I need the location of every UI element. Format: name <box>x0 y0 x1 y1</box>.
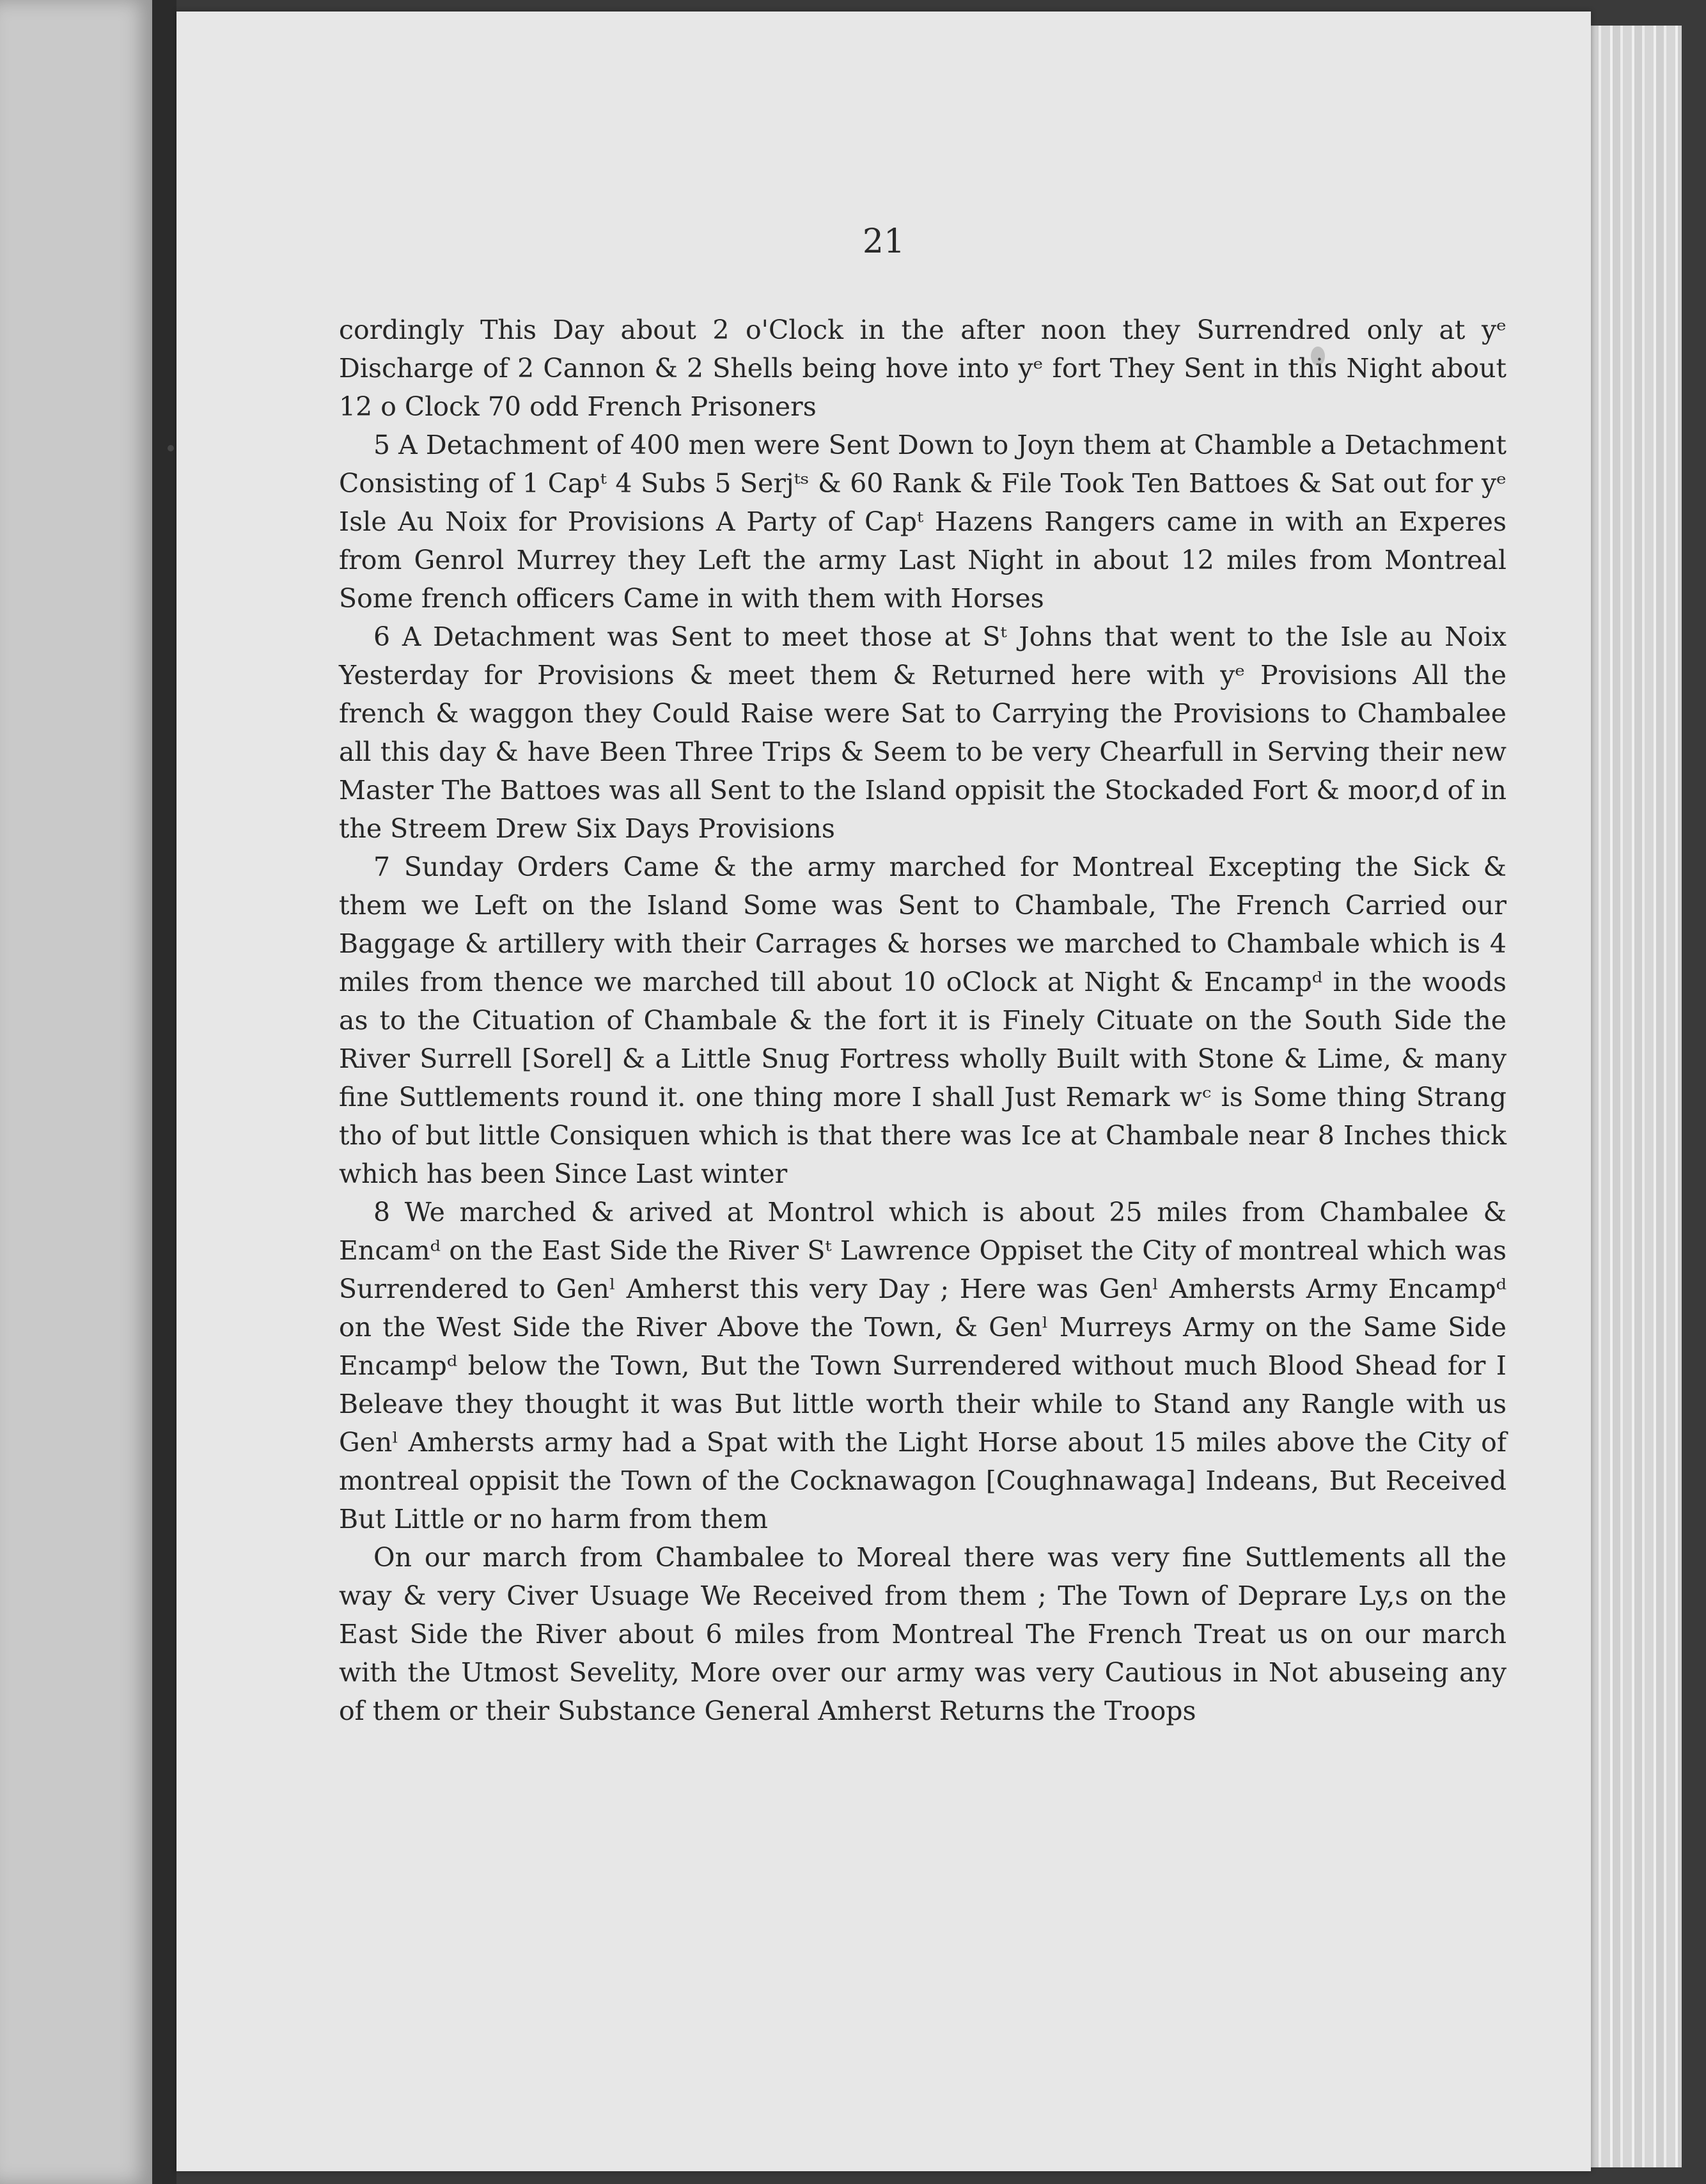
page-text <box>339 311 1506 1730</box>
paragraph-5: 8 We marched & arived at Montrol which is about 25 miles from Chambalee & Encamᵈ on the East Side the River Sᵗ Lawrence Oppiset the City of montreal which was Surrendered to Genˡ Amherst this very Day ; Here was Genˡ Amhersts Army Encampᵈ on the West Side the River Above the Town, & Genˡ Murreys Army on the Same Side Encampᵈ below the Town, But the Town Surrendered without much Blood Shead for I Beleave they thought it was But little worth their while to Stand any Rangle with us Genˡ Amhersts army had a Spat with the Light Horse about 15 miles above the City of montreal oppisit the Town of the Cocknawagon [Coughnawaga] Indeans, But Received But Little or no harm from them <box>339 1197 1506 1534</box>
facing-page-edge <box>0 0 152 2184</box>
page-stack-edges <box>1579 26 1682 2167</box>
paragraph-3: 6 A Detachment was Sent to meet those at Sᵗ Johns that went to the Isle au Noix Yesterday for Provisions & meet them & Returned here with yᵉ Provisions All the french & waggon they Could Raise were Sat to Carrying the Provisions to Chambalee all this day & have Been Three Trips & Seem to be very Chearfull in Serving their new Master The Battoes was all Sent to the Island oppisit the Stockaded Fort & moor,d of in the Streem Drew Six Days Provisions <box>339 621 1506 844</box>
paper-spot <box>168 445 174 451</box>
page-number: 21 <box>862 222 905 261</box>
paragraph-1: cordingly This Day about 2 o'Clock in the after noon they Surrendred only at yᵉ Discharge of 2 Cannon & 2 Shells being hove into yᵉ fort They Sent in this Night about 12 o Clock 70 odd French Prisoners <box>339 315 1506 422</box>
paragraph-4: 7 Sunday Orders Came & the army marched for Montreal Excepting the Sick & them we Left on the Island Some was Sent to Chambale, The French Carried our Baggage & artillery with their Carrages & horses we marched to Chambale which is 4 miles from thence we marched till about 10 oClock at Night & Encampᵈ in the woods as to the Cituation of Chambale & the fort it is Finely Cituate on the South Side the River Surrell [Sorel] & a Little Snug Fortress wholly Built with Stone & Lime, & many fine Suttlements round it. one thing more I shall Just Remark wᶜ is Some thing Strang tho of but little Consiquen which is that there was Ice at Chambale near 8 Inches thick which has been Since Last winter <box>339 852 1506 1189</box>
book-gutter <box>152 0 176 2184</box>
paragraph-2: 5 A Detachment of 400 men were Sent Down to Joyn them at Chamble a Detachment Consisting of 1 Capᵗ 4 Subs 5 Serjᵗˢ & 60 Rank & File Took Ten Battoes & Sat out for yᵉ Isle Au Noix for Provisions A Party of Capᵗ Hazens Rangers came in with an Experes from Genrol Murrey they Left the army Last Night in about 12 miles from Montreal Some french officers Came in with them with Horses <box>339 430 1506 614</box>
paragraph-6: On our march from Chambalee to Moreal there was very fine Suttlements all the way & very Civer Usuage We Received from them ; The Town of Deprare Ly,s on the East Side the River about 6 miles from Montreal The French Treat us on our march with the Utmost Sevelity, More over our army was very Cautious in Not abuseing any of them or their Substance General Amherst Returns the Troops <box>339 1542 1506 1726</box>
book-page <box>176 12 1591 2171</box>
paper-spot <box>1311 347 1325 366</box>
